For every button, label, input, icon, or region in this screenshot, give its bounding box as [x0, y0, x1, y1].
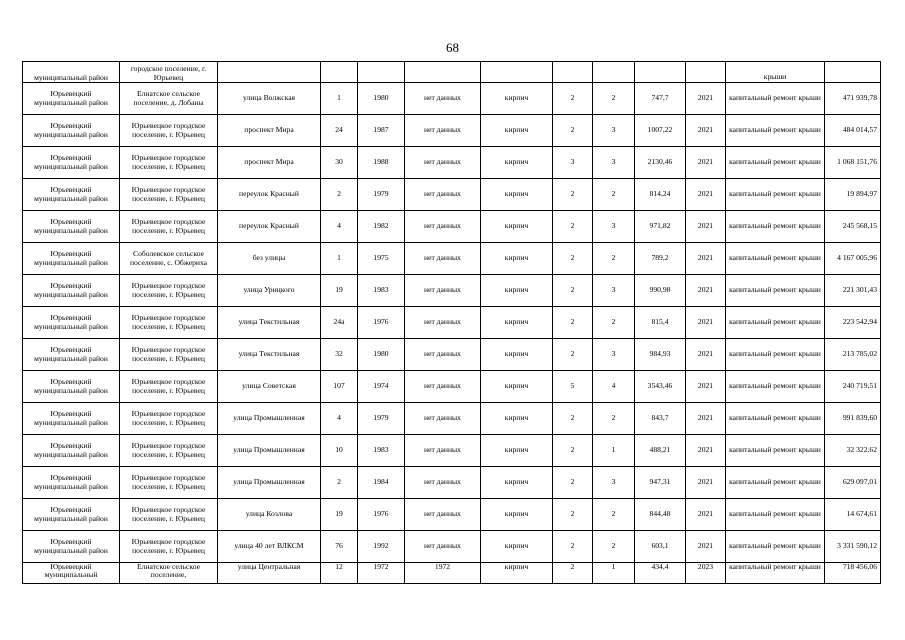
cell-floors: 2 [553, 243, 593, 275]
cell-floors [553, 62, 593, 83]
cell-street: улица Козлова [218, 499, 321, 531]
cell-wall-material: кирпич [481, 531, 553, 563]
cell-wall-material: кирпич [481, 467, 553, 499]
table-row [23, 307, 881, 339]
table-row [23, 243, 881, 275]
cell-street: улица 40 лет ВЛКСМ [218, 531, 321, 563]
cell-house-number: 1 [321, 83, 358, 115]
cell-settlement: Юрьевецкое городское поселение, г. Юрьевец [120, 371, 218, 403]
cell-street: улица Промышленная [218, 435, 321, 467]
cell-municipal-district: Юрьевецкий муниципальный район [23, 83, 120, 115]
cell-repair-year: 2021 [686, 83, 726, 115]
table-row [23, 467, 881, 499]
cell-floors: 3 [553, 147, 593, 179]
cell-build-year: 1972 [358, 563, 405, 584]
cell-house-number: 19 [321, 275, 358, 307]
cell-repair-year: 2021 [686, 243, 726, 275]
cell-street: переулок Красный [218, 211, 321, 243]
table-row [23, 147, 881, 179]
cell-work-type: капитальный ремонт крыши [726, 115, 825, 147]
cell-municipal-district: Юрьевецкий муниципальный район [23, 211, 120, 243]
cell-municipal-district: Юрьевецкий муниципальный район [23, 307, 120, 339]
cell-wall-material: кирпич [481, 435, 553, 467]
cell-repair-year: 2021 [686, 275, 726, 307]
cell-repair-year [686, 62, 726, 83]
table-row [23, 211, 881, 243]
cell-entrances: 2 [593, 83, 635, 115]
cell-municipal-district: Юрьевецкий муниципальный [23, 563, 120, 584]
cell-area: 1007,22 [635, 115, 686, 147]
cell-wall-material: кирпич [481, 307, 553, 339]
cell-municipal-district: Юрьевецкий муниципальный район [23, 339, 120, 371]
cell-repair-year: 2021 [686, 531, 726, 563]
cell-settlement: Юрьевецкое городское поселение, г. Юрьевец [120, 467, 218, 499]
cell-street: улица Центральная [218, 563, 321, 584]
cell-work-type: капитальный ремонт крыши [726, 147, 825, 179]
cell-entrances: 2 [593, 403, 635, 435]
cell-repair-year: 2021 [686, 467, 726, 499]
cell-commission-year: нет данных [405, 467, 481, 499]
cell-cost: 32 322,62 [825, 435, 881, 467]
cell-area: 603,1 [635, 531, 686, 563]
cell-work-type: капитальный ремонт крыши [726, 179, 825, 211]
cell-build-year: 1982 [358, 211, 405, 243]
cell-cost: 484 014,57 [825, 115, 881, 147]
cell-commission-year: нет данных [405, 211, 481, 243]
cell-work-type: капитальный ремонт крыши [726, 211, 825, 243]
cell-commission-year: нет данных [405, 531, 481, 563]
cell-wall-material: кирпич [481, 371, 553, 403]
cell-cost: 4 167 005,96 [825, 243, 881, 275]
cell-build-year: 1980 [358, 83, 405, 115]
cell-entrances: 2 [593, 531, 635, 563]
cell-work-type: капитальный ремонт крыши [726, 467, 825, 499]
cell-entrances: 3 [593, 339, 635, 371]
cell-house-number: 10 [321, 435, 358, 467]
cell-entrances: 3 [593, 115, 635, 147]
cell-floors: 2 [553, 83, 593, 115]
cell-settlement: Елнатское сельское поселение, [120, 563, 218, 584]
cell-wall-material: кирпич [481, 275, 553, 307]
cell-work-type: капитальный ремонт крыши [726, 563, 825, 584]
cell-entrances: 3 [593, 211, 635, 243]
cell-cost [825, 62, 881, 83]
cell-area: 947,31 [635, 467, 686, 499]
cell-street [218, 62, 321, 83]
cell-floors: 2 [553, 563, 593, 584]
cell-build-year: 1976 [358, 307, 405, 339]
cell-floors: 2 [553, 467, 593, 499]
cell-wall-material: кирпич [481, 243, 553, 275]
cell-entrances: 2 [593, 179, 635, 211]
cell-area: 789,2 [635, 243, 686, 275]
cell-cost: 14 674,61 [825, 499, 881, 531]
cell-repair-year: 2021 [686, 307, 726, 339]
cell-commission-year: нет данных [405, 371, 481, 403]
cell-municipal-district: Юрьевецкий муниципальный район [23, 531, 120, 563]
cell-floors: 2 [553, 115, 593, 147]
cell-entrances: 3 [593, 275, 635, 307]
cell-build-year: 1983 [358, 275, 405, 307]
cell-house-number: 12 [321, 563, 358, 584]
cell-settlement: Юрьевецкое городское поселение, г. Юрьевец [120, 339, 218, 371]
cell-house-number: 19 [321, 499, 358, 531]
cell-work-type: капитальный ремонт крыши [726, 435, 825, 467]
table-row [23, 531, 881, 563]
cell-repair-year: 2021 [686, 179, 726, 211]
cell-street: улица Волжская [218, 83, 321, 115]
cell-house-number: 4 [321, 403, 358, 435]
cell-build-year: 1975 [358, 243, 405, 275]
cell-cost: 213 785,02 [825, 339, 881, 371]
cell-house-number: 24 [321, 115, 358, 147]
cell-cost: 1 068 151,76 [825, 147, 881, 179]
cell-floors: 2 [553, 531, 593, 563]
cell-build-year: 1979 [358, 403, 405, 435]
cell-work-type: капитальный ремонт крыши [726, 403, 825, 435]
cell-area: 434,4 [635, 563, 686, 584]
cell-street: улица Текстильная [218, 339, 321, 371]
cell-wall-material: кирпич [481, 83, 553, 115]
cell-repair-year: 2021 [686, 435, 726, 467]
cell-house-number: 4 [321, 211, 358, 243]
roof-repair-table [22, 61, 881, 584]
page-number: 68 [446, 40, 459, 55]
cell-work-type: капитальный ремонт крыши [726, 275, 825, 307]
cell-street: проспект Мира [218, 147, 321, 179]
cell-municipal-district: Юрьевецкий муниципальный район [23, 499, 120, 531]
cell-build-year: 1983 [358, 435, 405, 467]
cell-wall-material: кирпич [481, 115, 553, 147]
cell-area: 971,82 [635, 211, 686, 243]
table-row [23, 499, 881, 531]
cell-entrances: 1 [593, 435, 635, 467]
cell-house-number: 1 [321, 243, 358, 275]
cell-settlement: городское поселение, г. Юрьевец [120, 62, 218, 83]
cell-build-year: 1976 [358, 499, 405, 531]
cell-area: 843,7 [635, 403, 686, 435]
cell-entrances: 1 [593, 563, 635, 584]
cell-house-number: 2 [321, 179, 358, 211]
cell-cost: 223 542,94 [825, 307, 881, 339]
cell-floors: 2 [553, 499, 593, 531]
cell-settlement: Юрьевецкое городское поселение, г. Юрьевец [120, 115, 218, 147]
cell-wall-material: кирпич [481, 147, 553, 179]
cell-cost: 19 894,97 [825, 179, 881, 211]
cell-work-type: капитальный ремонт крыши [726, 307, 825, 339]
cell-municipal-district: Юрьевецкий муниципальный район [23, 435, 120, 467]
cell-municipal-district: Юрьевецкий муниципальный район [23, 371, 120, 403]
cell-floors: 2 [553, 307, 593, 339]
cell-street: улица Советская [218, 371, 321, 403]
cell-repair-year: 2021 [686, 499, 726, 531]
cell-municipal-district: Юрьевецкий муниципальный район [23, 275, 120, 307]
cell-work-type: капитальный ремонт крыши [726, 83, 825, 115]
cell-work-type: крыши [726, 62, 825, 83]
cell-settlement: Юрьевецкое городское поселение, г. Юрьевец [120, 403, 218, 435]
table-row [23, 435, 881, 467]
cell-municipal-district: Юрьевецкий муниципальный район [23, 179, 120, 211]
table-row [23, 563, 881, 584]
cell-wall-material: кирпич [481, 563, 553, 584]
table-row [23, 179, 881, 211]
cell-municipal-district: Юрьевецкий муниципальный район [23, 243, 120, 275]
cell-repair-year: 2021 [686, 339, 726, 371]
cell-street: без улицы [218, 243, 321, 275]
cell-settlement: Юрьевецкое городское поселение, г. Юрьевец [120, 531, 218, 563]
cell-street: улица Промышленная [218, 403, 321, 435]
cell-house-number: 30 [321, 147, 358, 179]
cell-commission-year: нет данных [405, 147, 481, 179]
cell-entrances: 2 [593, 243, 635, 275]
cell-commission-year: нет данных [405, 339, 481, 371]
cell-entrances: 2 [593, 499, 635, 531]
cell-wall-material: кирпич [481, 499, 553, 531]
cell-wall-material: кирпич [481, 403, 553, 435]
cell-commission-year: нет данных [405, 275, 481, 307]
cell-house-number: 107 [321, 371, 358, 403]
cell-wall-material [481, 62, 553, 83]
cell-area: 984,93 [635, 339, 686, 371]
cell-settlement: Юрьевецкое городское поселение, г. Юрьевец [120, 499, 218, 531]
cell-house-number: 24а [321, 307, 358, 339]
cell-commission-year: нет данных [405, 499, 481, 531]
cell-area: 844,48 [635, 499, 686, 531]
cell-repair-year: 2021 [686, 115, 726, 147]
cell-entrances [593, 62, 635, 83]
table-row [23, 371, 881, 403]
cell-work-type: капитальный ремонт крыши [726, 499, 825, 531]
cell-settlement: Юрьевецкое городское поселение, г. Юрьевец [120, 275, 218, 307]
cell-municipal-district: Юрьевецкий муниципальный район [23, 403, 120, 435]
cell-area [635, 62, 686, 83]
table-row [23, 403, 881, 435]
cell-repair-year: 2021 [686, 371, 726, 403]
cell-commission-year: нет данных [405, 115, 481, 147]
cell-floors: 2 [553, 403, 593, 435]
cell-street: улица Промышленная [218, 467, 321, 499]
cell-commission-year: нет данных [405, 435, 481, 467]
cell-cost: 240 719,51 [825, 371, 881, 403]
cell-build-year: 1979 [358, 179, 405, 211]
cell-wall-material: кирпич [481, 211, 553, 243]
cell-build-year: 1974 [358, 371, 405, 403]
cell-street: улица Урицкого [218, 275, 321, 307]
cell-settlement: Юрьевецкое городское поселение, г. Юрьевец [120, 307, 218, 339]
table-row [23, 115, 881, 147]
cell-cost: 221 301,43 [825, 275, 881, 307]
cell-commission-year: нет данных [405, 243, 481, 275]
cell-settlement: Соболевское сельское поселение, с. Обжериха [120, 243, 218, 275]
cell-settlement: Юрьевецкое городское поселение, г. Юрьевец [120, 179, 218, 211]
cell-settlement: Елнатское сельское поселение, д. Лобаны [120, 83, 218, 115]
cell-build-year: 1988 [358, 147, 405, 179]
cell-area: 990,98 [635, 275, 686, 307]
cell-build-year: 1992 [358, 531, 405, 563]
cell-floors: 2 [553, 179, 593, 211]
cell-area: 3543,46 [635, 371, 686, 403]
cell-build-year [358, 62, 405, 83]
cell-commission-year: нет данных [405, 403, 481, 435]
cell-cost: 471 939,78 [825, 83, 881, 115]
table-row [23, 83, 881, 115]
cell-work-type: капитальный ремонт крыши [726, 243, 825, 275]
cell-street: переулок Красный [218, 179, 321, 211]
cell-area: 747,7 [635, 83, 686, 115]
cell-cost: 629 097,01 [825, 467, 881, 499]
cell-work-type: капитальный ремонт крыши [726, 371, 825, 403]
cell-house-number: 2 [321, 467, 358, 499]
cell-area: 814,24 [635, 179, 686, 211]
cell-house-number: 76 [321, 531, 358, 563]
cell-settlement: Юрьевецкое городское поселение, г. Юрьевец [120, 211, 218, 243]
cell-floors: 2 [553, 435, 593, 467]
cell-commission-year: нет данных [405, 307, 481, 339]
cell-entrances: 3 [593, 147, 635, 179]
cell-work-type: капитальный ремонт крыши [726, 531, 825, 563]
cell-cost: 245 568,15 [825, 211, 881, 243]
cell-municipal-district: Юрьевецкий муниципальный район [23, 115, 120, 147]
table-row [23, 339, 881, 371]
cell-cost: 3 331 590,12 [825, 531, 881, 563]
cell-commission-year: нет данных [405, 83, 481, 115]
table-row [23, 62, 881, 83]
cell-entrances: 4 [593, 371, 635, 403]
cell-municipal-district: Юрьевецкий муниципальный район [23, 147, 120, 179]
cell-area: 815,4 [635, 307, 686, 339]
cell-build-year: 1984 [358, 467, 405, 499]
cell-municipal-district: муниципальный район [23, 62, 120, 83]
cell-settlement: Юрьевецкое городское поселение, г. Юрьевец [120, 147, 218, 179]
cell-work-type: капитальный ремонт крыши [726, 339, 825, 371]
cell-commission-year: нет данных [405, 179, 481, 211]
cell-house-number: 32 [321, 339, 358, 371]
cell-repair-year: 2021 [686, 211, 726, 243]
cell-repair-year: 2021 [686, 403, 726, 435]
cell-entrances: 3 [593, 467, 635, 499]
cell-street: улица Текстильная [218, 307, 321, 339]
cell-settlement: Юрьевецкое городское поселение, г. Юрьевец [120, 435, 218, 467]
cell-floors: 2 [553, 275, 593, 307]
cell-area: 2130,46 [635, 147, 686, 179]
cell-build-year: 1987 [358, 115, 405, 147]
cell-cost: 718 456,06 [825, 563, 881, 584]
cell-entrances: 2 [593, 307, 635, 339]
cell-floors: 2 [553, 211, 593, 243]
cell-commission-year: 1972 [405, 563, 481, 584]
cell-street: проспект Мира [218, 115, 321, 147]
cell-wall-material: кирпич [481, 339, 553, 371]
cell-house-number [321, 62, 358, 83]
cell-repair-year: 2021 [686, 147, 726, 179]
cell-wall-material: кирпич [481, 179, 553, 211]
cell-municipal-district: Юрьевецкий муниципальный район [23, 467, 120, 499]
cell-build-year: 1980 [358, 339, 405, 371]
table-row [23, 275, 881, 307]
cell-repair-year: 2023 [686, 563, 726, 584]
cell-cost: 991 839,60 [825, 403, 881, 435]
cell-floors: 2 [553, 339, 593, 371]
cell-area: 488,21 [635, 435, 686, 467]
cell-commission-year [405, 62, 481, 83]
cell-floors: 5 [553, 371, 593, 403]
